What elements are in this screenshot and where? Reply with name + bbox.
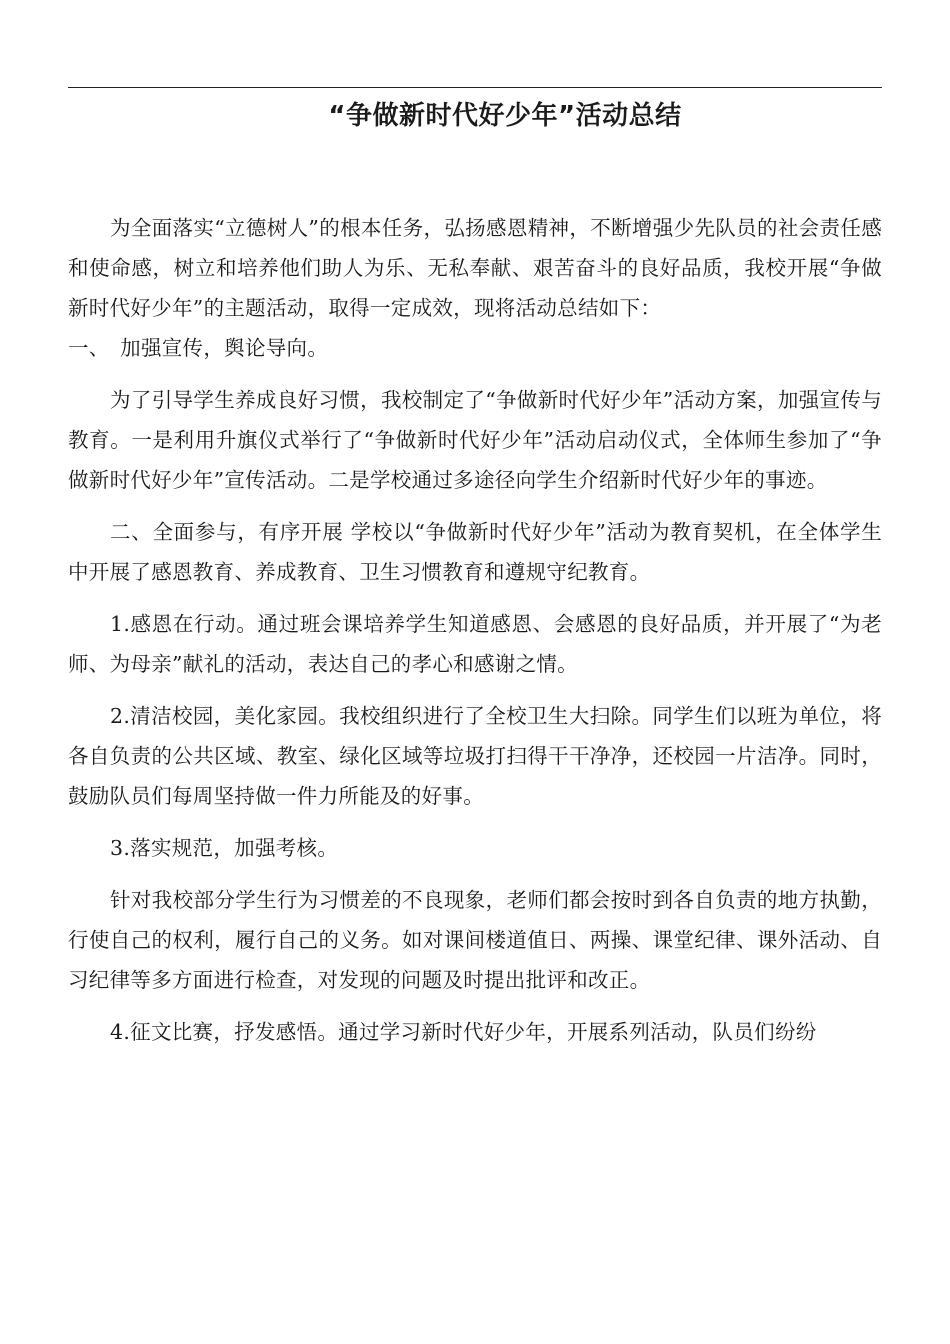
document-body xyxy=(68,208,882,1052)
header-rule xyxy=(68,87,882,88)
section-heading-2: 二、全面参与，有序开展 学校以“争做新时代好少年”活动为教育契机，在全体学生中开展了感恩教育、养成教育、卫生习惯教育和遵规守纪教育。 xyxy=(68,520,882,584)
section-heading-1: 一、 加强宣传，舆论导向。 xyxy=(68,336,329,360)
paragraph-essay: 4.征文比赛，抒发感悟。通过学习新时代好少年，开展系列活动，队员们纷纷 xyxy=(110,1020,817,1044)
paragraph-rules-heading: 3.落实规范，加强考核。 xyxy=(110,836,339,860)
paragraph-publicity: 为了引导学生养成良好习惯，我校制定了“争做新时代好少年”活动方案，加强宣传与教育。一是利用升旗仪式举行了“争做新时代好少年”活动启动仪式，全体师生参加了“争做新时代好少年”宣传活动。二是学校通过多途径向学生介绍新时代好少年的事迹。 xyxy=(68,388,882,492)
document-title: “争做新时代好少年”活动总结 xyxy=(328,101,682,131)
paragraph-intro: 为全面落实“立德树人”的根本任务，弘扬感恩精神，不断增强少先队员的社会责任感和使命感，树立和培养他们助人为乐、无私奉献、艰苦奋斗的良好品质，我校开展“争做新时代好少年”的主题活动，取得一定成效，现将活动总结如下： xyxy=(68,216,882,320)
paragraph-gratitude: 1.感恩在行动。通过班会课培养学生知道感恩、会感恩的良好品质，并开展了“为老师、为母亲”献礼的活动，表达自己的孝心和感谢之情。 xyxy=(68,612,882,676)
paragraph-cleaning: 2.清洁校园，美化家园。我校组织进行了全校卫生大扫除。同学生们以班为单位，将各自负责的公共区域、教室、绿化区域等垃圾打扫得干干净净，还校园一片洁净。同时，鼓励队员们每周坚持做一件力所能及的好事。 xyxy=(68,704,882,808)
paragraph-rules: 针对我校部分学生行为习惯差的不良现象，老师们都会按时到各自负责的地方执勤，行使自己的权利，履行自己的义务。如对课间楼道值日、两操、课堂纪律、课外活动、自习纪律等多方面进行检查，对发现的问题及时提出批评和改正。 xyxy=(68,888,882,992)
